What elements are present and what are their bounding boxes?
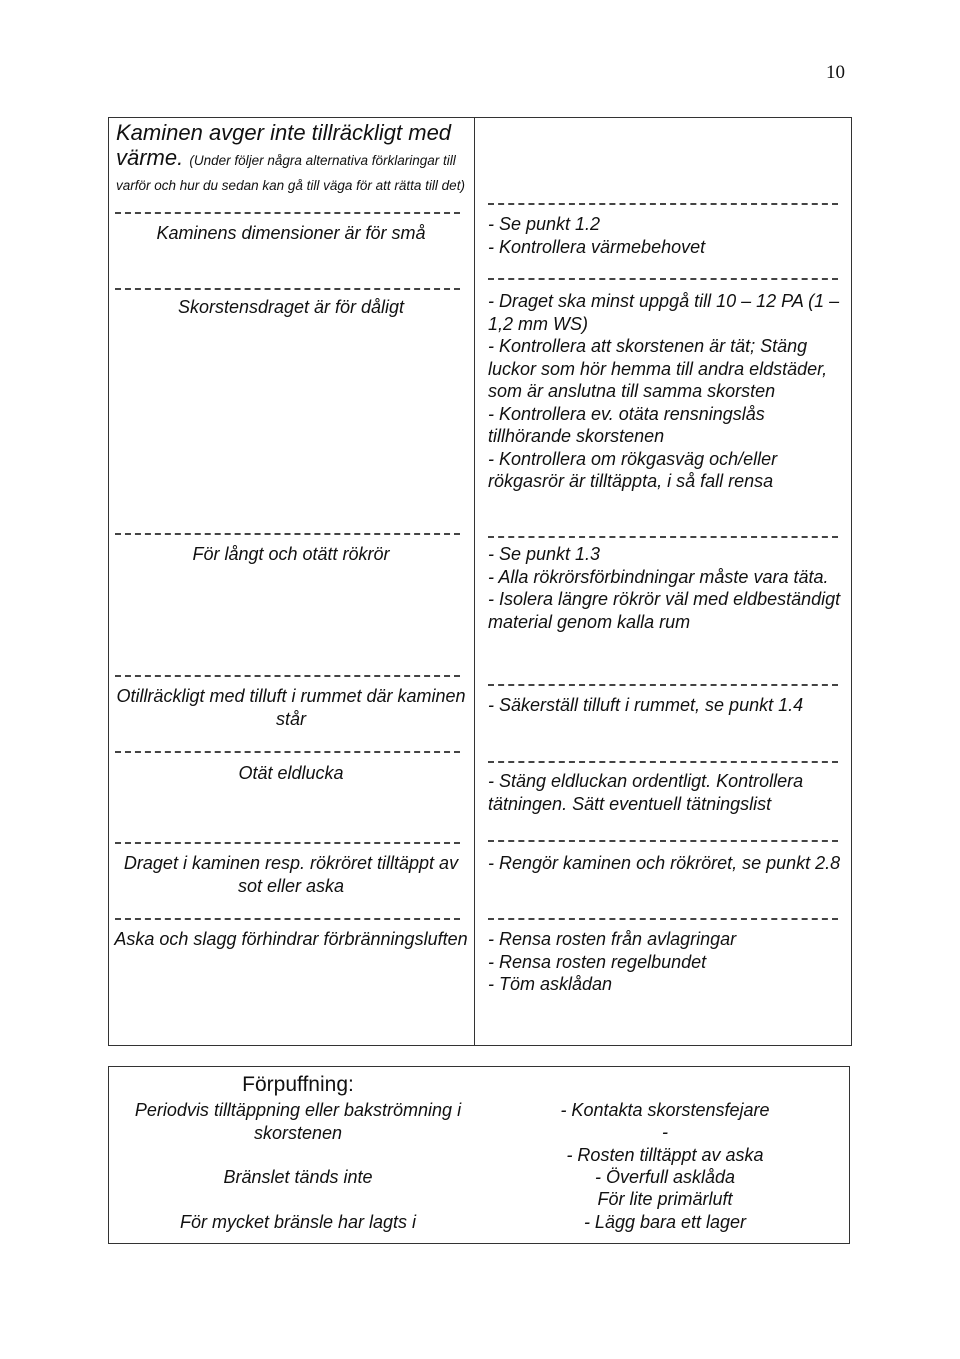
remedy-flue-pipe: - Se punkt 1.3 - Alla rökrörsförbindningar måste vara täta. - Isolera längre rökrör väl med eldbeständigt material genom kalla rum xyxy=(488,544,841,632)
row-separator xyxy=(115,533,460,535)
column-divider xyxy=(474,117,475,1046)
deflagration-remedy-4: - Överfull asklåda xyxy=(594,1167,736,1187)
row-separator xyxy=(488,278,838,280)
intro-note: (Under följer några alternativa förklaringar till varför och hur du sedan kan gå till väga för att rätta till det) xyxy=(116,153,465,193)
row-separator xyxy=(488,536,838,538)
row-separator xyxy=(115,212,460,214)
row-separator xyxy=(488,761,838,763)
intro-title: Kaminen avger inte tillräckligt med värme. xyxy=(116,120,452,170)
deflagration-cause-1: Periodvis tilltäppning eller bakströmning i skorstenen xyxy=(134,1100,462,1143)
row-separator xyxy=(115,675,460,677)
row-separator xyxy=(488,840,838,842)
remedy-door: - Stäng eldluckan ordentligt. Kontrollera tätningen. Sätt eventuell tätningslist xyxy=(488,771,804,814)
remedy-draft: - Draget ska minst uppgå till 10 – 12 PA (1 – 1,2 mm WS) - Kontrollera att skorstenen är tät; Stäng luckor som hör hemma till andra eldstäder, som är anslutna till samma skorsten - Kontrollera ev. otäta rensningslås tillhörande skorstenen - Kontrollera om rökgasväg och/eller rökgasrör är tilltäppta, i så fall rensa xyxy=(488,291,840,491)
cause-door: Otät eldlucka xyxy=(238,763,344,783)
deflagration-remedy-6: - Lägg bara ett lager xyxy=(583,1212,747,1232)
row-separator xyxy=(115,288,460,290)
deflagration-cause-3: För mycket bränsle har lagts i xyxy=(179,1212,417,1232)
cause-supply-air: Otillräckligt med tilluft i rummet där kaminen står xyxy=(116,686,466,729)
row-separator xyxy=(488,918,838,920)
remedy-ash: - Rensa rosten från avlagringar - Rensa rosten regelbundet - Töm asklådan xyxy=(488,929,737,994)
remedy-soot: - Rengör kaminen och rökröret, se punkt 2.8 xyxy=(488,853,841,873)
remedy-supply-air: - Säkerställ tilluft i rummet, se punkt 1.4 xyxy=(488,695,804,715)
cause-soot: Draget i kaminen resp. rökröret tilltäppt av sot eller aska xyxy=(123,853,459,896)
deflagration-title: Förpuffning: xyxy=(242,1073,354,1096)
remedy-dimensions: - Se punkt 1.2 - Kontrollera värmebehovet xyxy=(488,214,706,257)
row-separator xyxy=(488,684,838,686)
deflagration-remedy-2: - xyxy=(662,1122,668,1142)
table-intro xyxy=(116,120,466,195)
row-separator xyxy=(115,751,460,753)
row-separator xyxy=(115,842,460,844)
deflagration-cause-2: Bränslet tänds inte xyxy=(223,1167,373,1187)
row-separator xyxy=(488,203,838,205)
cause-ash: Aska och slagg förhindrar förbränningsluften xyxy=(114,929,468,949)
row-separator xyxy=(115,918,460,920)
cause-dimensions: Kaminens dimensioner är för små xyxy=(156,223,426,243)
deflagration-remedy-1: - Kontakta skorstensfejare xyxy=(560,1100,770,1120)
deflagration-remedy-5: För lite primärluft xyxy=(597,1189,733,1209)
cause-draft: Skorstensdraget är för dåligt xyxy=(177,297,405,317)
page-number: 10 xyxy=(826,62,845,83)
cause-flue-pipe: För långt och otätt rökrör xyxy=(192,544,390,564)
deflagration-remedy-3: - Rosten tilltäppt av aska xyxy=(566,1145,764,1165)
